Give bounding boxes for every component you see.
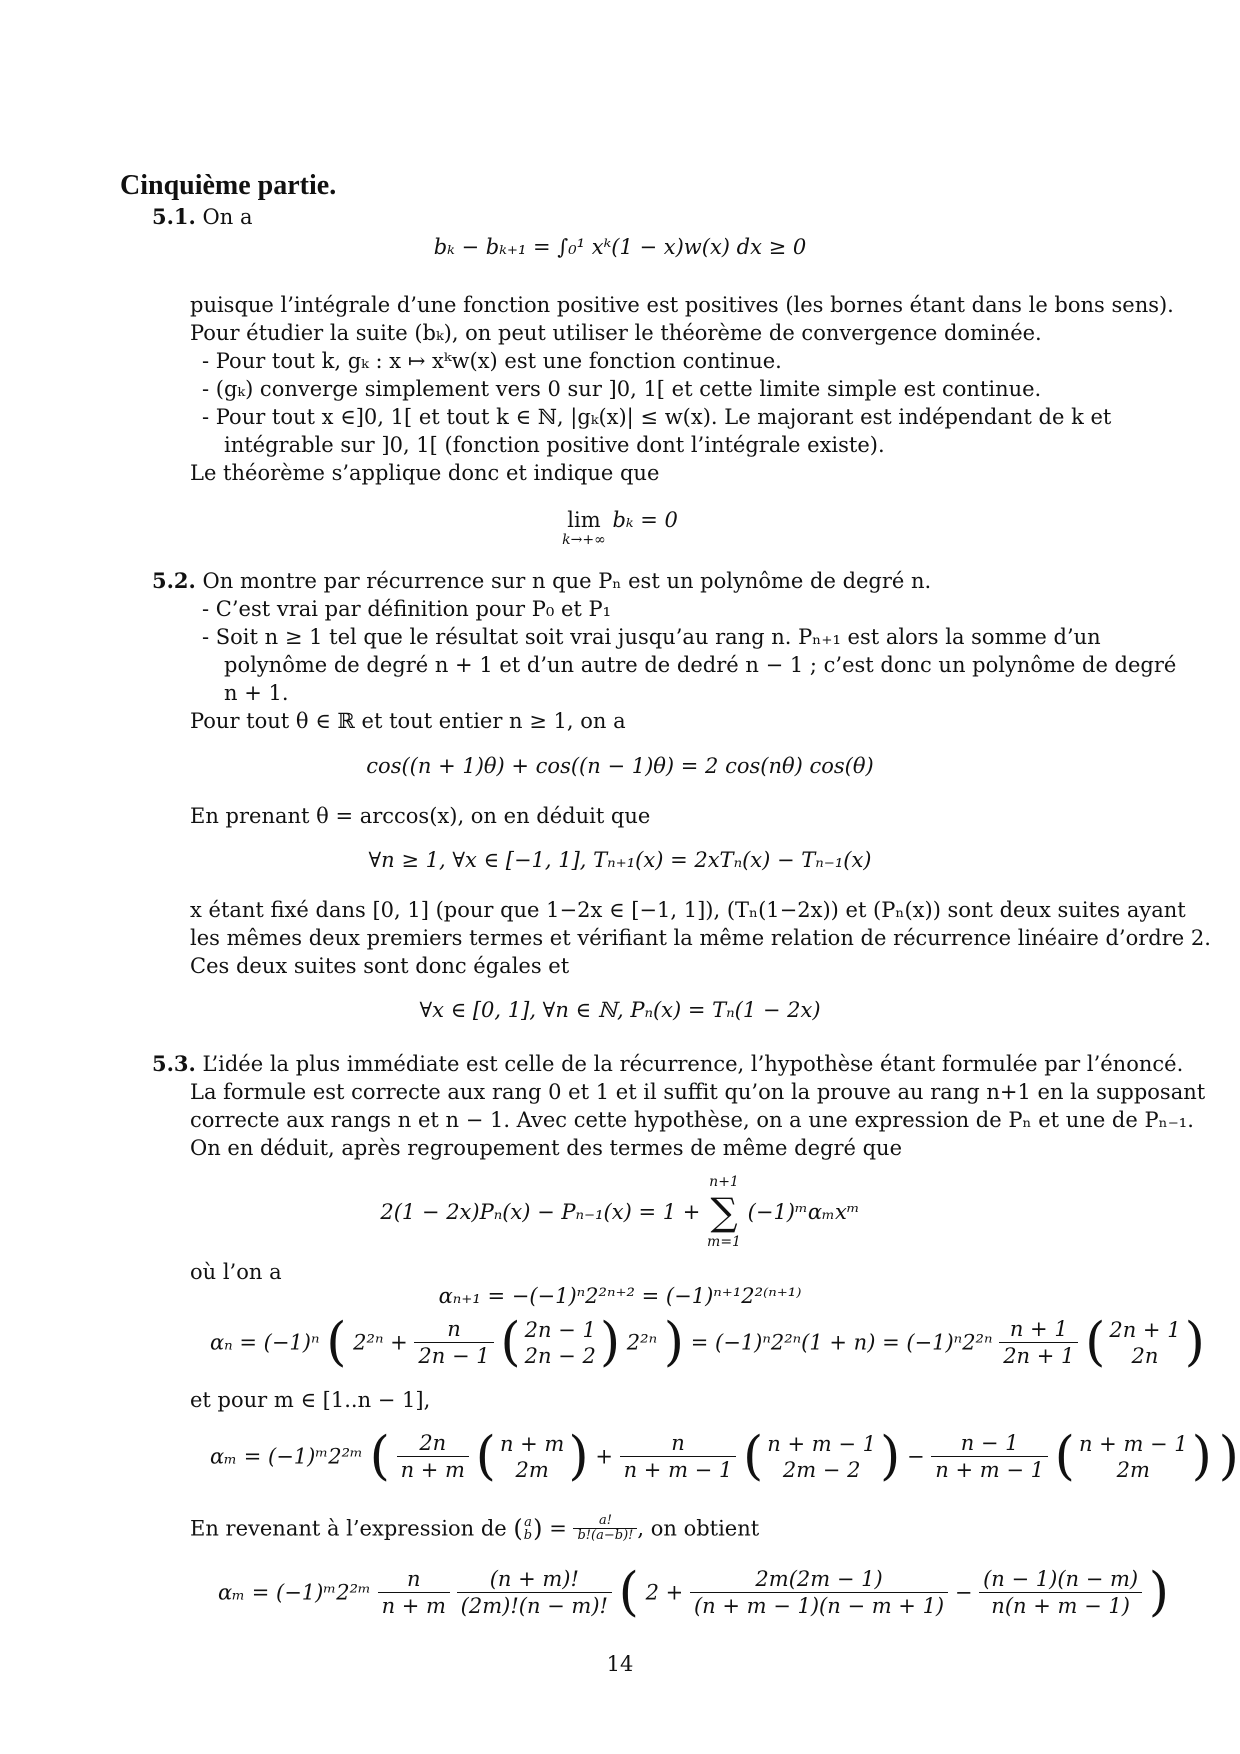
binom-top: a	[524, 1514, 532, 1530]
binom-open: (	[513, 1514, 523, 1543]
fraction-denominator: n + m	[381, 1594, 446, 1618]
eq-part: 2²ⁿ +	[353, 1330, 408, 1355]
subsection-5-2-header	[152, 567, 931, 595]
subsection-label: 5.2.	[152, 568, 196, 593]
binom-bottom: 2m	[1116, 1457, 1150, 1482]
fraction-numerator: n	[414, 1316, 493, 1343]
paragraph-line: Ces deux suites sont donc égales et	[190, 954, 570, 978]
paragraph-line: En prenant θ = arccos(x), on en déduit que	[190, 804, 651, 828]
bullet-continuation: n + 1.	[224, 681, 289, 705]
paragraph-line: puisque l’intégrale d’une fonction positive est positives (les bornes étant dans le bons sens).	[190, 293, 1174, 317]
fraction-denominator: n(n + m − 1)	[991, 1594, 1130, 1618]
paren-open: (	[369, 1426, 390, 1487]
binom-bottom: 2n	[1131, 1343, 1159, 1368]
sum-lhs: 2(1 − 2x)Pₙ(x) − Pₙ₋₁(x) = 1 +	[380, 1200, 701, 1224]
fraction-numerator: 2m(2m − 1)	[690, 1566, 948, 1593]
operator: −	[954, 1580, 973, 1605]
paragraph-line-binomial	[190, 1514, 759, 1543]
subsection-5-1-header	[152, 203, 252, 231]
sigma-symbol: ∑	[710, 1190, 738, 1234]
binom-open: (	[1085, 1312, 1106, 1373]
binom-bottom: b	[523, 1527, 533, 1543]
equation-identity: ∀x ∈ [0, 1], ∀n ∈ ℕ, Pₙ(x) = Tₙ(1 − 2x)	[419, 998, 821, 1022]
fraction-numerator: (n + m)!	[457, 1566, 612, 1593]
sum-upper-limit: n+1	[709, 1174, 739, 1190]
binom-open: (	[475, 1426, 496, 1487]
fraction-numerator: n + 1	[999, 1316, 1078, 1343]
eq-part: αₘ = (−1)ᵐ2²ᵐ	[218, 1580, 371, 1605]
fraction-denominator: 2n + 1	[1003, 1344, 1075, 1368]
binom-bottom: 2m − 2	[782, 1457, 861, 1482]
binom-top: n + m − 1	[767, 1431, 876, 1456]
bullet-item: - C’est vrai par définition pour P₀ et P₁	[202, 597, 612, 621]
sum-lower-limit: m=1	[707, 1234, 741, 1250]
binom-close: )	[599, 1312, 621, 1373]
subsection-5-3-header	[152, 1050, 1183, 1078]
page-number: 14	[606, 1652, 634, 1676]
binom-top: n + m	[499, 1431, 565, 1456]
binom-close: )	[1191, 1426, 1212, 1487]
subsection-label: 5.1.	[152, 204, 196, 229]
eq-part: αₙ = (−1)ⁿ	[210, 1330, 320, 1355]
text-part: , on obtient	[637, 1516, 760, 1541]
fraction-denominator: b!(a−b)!	[577, 1528, 634, 1543]
fraction-numerator: n − 1	[931, 1430, 1048, 1457]
bullet-item: - Pour tout k, gₖ : x ↦ xᵏw(x) est une fonction continue.	[202, 349, 782, 373]
subsection-label: 5.3.	[152, 1051, 196, 1076]
equation-integral	[0, 235, 1240, 259]
binom-top: n + m − 1	[1078, 1431, 1188, 1456]
paragraph-line: où l’on a	[190, 1260, 282, 1284]
binom-close: )	[533, 1514, 543, 1543]
section-title: Cinquième partie.	[120, 170, 337, 201]
binom-open: (	[743, 1426, 764, 1487]
equation-text: bₖ − bₖ₊₁ = ∫₀¹ xᵏ(1 − x)w(x) dx ≥ 0	[433, 235, 807, 259]
bullet-continuation: polynôme de degré n + 1 et d’un autre de dedré n − 1 ; c’est donc un polynôme de degré	[224, 653, 1177, 677]
bullet-item: - Pour tout x ∈]0, 1[ et tout k ∈ ℕ, |gₖ(x)| ≤ w(x). Le majorant est indépendant de k et	[202, 405, 1112, 429]
eq-part: 2²ⁿ	[626, 1330, 658, 1355]
binom-open: (	[1054, 1426, 1075, 1487]
equation-chebyshev-recurrence: ∀n ≥ 1, ∀x ∈ [−1, 1], Tₙ₊₁(x) = 2xTₙ(x) − Tₙ₋₁(x)	[368, 848, 872, 872]
fraction-denominator: n + m − 1	[935, 1458, 1044, 1482]
paragraph-line: x étant fixé dans [0, 1] (pour que 1−2x ∈ [−1, 1]), (Tₙ(1−2x)) et (Pₙ(x)) sont deux suites ayant	[190, 898, 1186, 922]
equation-alpha-m-final	[218, 1562, 1170, 1623]
equation-alpha-n	[210, 1312, 1205, 1373]
text-part: En revenant à l’expression de	[190, 1516, 507, 1541]
operator: +	[595, 1444, 613, 1469]
fraction-denominator: n + m	[400, 1458, 465, 1482]
equation-limit	[0, 508, 1240, 548]
bullet-continuation: intégrable sur ]0, 1[ (fonction positive dont l’intégrale existe).	[224, 433, 885, 457]
paragraph-line: Pour tout θ ∈ ℝ et tout entier n ≥ 1, on a	[190, 709, 626, 733]
binom-bottom: 2m	[515, 1457, 549, 1482]
paren-close: )	[663, 1312, 685, 1373]
binom-top: 2n − 1	[524, 1317, 596, 1342]
paren-open: (	[326, 1312, 347, 1373]
bullet-item: - (gₖ) converge simplement vers 0 sur ]0, 1[ et cette limite simple est continue.	[202, 377, 1042, 401]
lim-subscript: k→+∞	[562, 532, 606, 548]
binom-close: )	[568, 1426, 589, 1487]
paragraph-text: L’idée la plus immédiate est celle de la récurrence, l’hypothèse étant formulée par l’énoncé.	[202, 1052, 1184, 1076]
lim-operator: lim	[567, 508, 601, 532]
fraction-numerator: n	[620, 1430, 737, 1457]
binom-bottom: 2n − 2	[524, 1343, 596, 1368]
intro-text: On montre par récurrence sur n que Pₙ est un polynôme de degré n.	[202, 569, 932, 593]
fraction-numerator: 2n	[397, 1430, 469, 1457]
fraction-numerator: a!	[573, 1514, 637, 1529]
equation-alpha-m	[210, 1426, 1239, 1487]
paragraph-line: On en déduit, après regroupement des termes de même degré que	[190, 1136, 903, 1160]
eq-part: 2 +	[645, 1580, 684, 1605]
equation-cosine: cos((n + 1)θ) + cos((n − 1)θ) = 2 cos(nθ) cos(θ)	[366, 754, 874, 778]
fraction-numerator: (n − 1)(n − m)	[979, 1566, 1142, 1593]
paragraph-line: La formule est correcte aux rang 0 et 1 et il suffit qu’on la prouve au rang n+1 en la supposant	[190, 1080, 1206, 1104]
fraction-denominator: (n + m − 1)(n − m + 1)	[693, 1594, 945, 1618]
equation-alpha-n-plus-1: αₙ₊₁ = −(−1)ⁿ2²ⁿ⁺² = (−1)ⁿ⁺¹2²⁽ⁿ⁺¹⁾	[438, 1284, 802, 1308]
operator: =	[549, 1516, 567, 1541]
lim-expression: bₖ = 0	[612, 508, 678, 532]
binom-close: )	[1184, 1312, 1205, 1373]
paren-open: (	[618, 1562, 639, 1623]
operator: −	[906, 1444, 925, 1469]
paragraph-line: Le théorème s’applique donc et indique que	[190, 461, 660, 485]
fraction-denominator: (2m)!(n − m)!	[460, 1594, 608, 1618]
eq-part: αₘ = (−1)ᵐ2²ᵐ	[210, 1444, 363, 1469]
fraction-numerator: n	[378, 1566, 450, 1593]
bullet-item: - Soit n ≥ 1 tel que le résultat soit vrai jusqu’au rang n. Pₙ₊₁ est alors la somme d’un	[202, 625, 1101, 649]
binom-top: 2n + 1	[1109, 1317, 1181, 1342]
binom-close: )	[880, 1426, 901, 1487]
paragraph-line: les mêmes deux premiers termes et vérifiant la même relation de récurrence linéaire d’ordre 2.	[190, 926, 1211, 950]
paragraph-line: correcte aux rangs n et n − 1. Avec cette hypothèse, on a une expression de Pₙ et une de Pₙ₋₁.	[190, 1108, 1194, 1132]
eq-part: = (−1)ⁿ2²ⁿ(1 + n) = (−1)ⁿ2²ⁿ	[690, 1330, 993, 1355]
paragraph-line: et pour m ∈ [1..n − 1],	[190, 1388, 431, 1412]
fraction-denominator: 2n − 1	[418, 1344, 490, 1368]
paren-close: )	[1218, 1426, 1239, 1487]
binom-open: (	[500, 1312, 521, 1373]
paragraph-line: Pour étudier la suite (bₖ), on peut utiliser le théorème de convergence dominée.	[190, 321, 1042, 345]
fraction-denominator: n + m − 1	[623, 1458, 733, 1482]
sum-term: (−1)ᵐαₘxᵐ	[747, 1200, 860, 1224]
intro-text: On a	[202, 205, 253, 229]
paren-close: )	[1148, 1562, 1170, 1623]
equation-sum	[0, 1172, 1240, 1252]
